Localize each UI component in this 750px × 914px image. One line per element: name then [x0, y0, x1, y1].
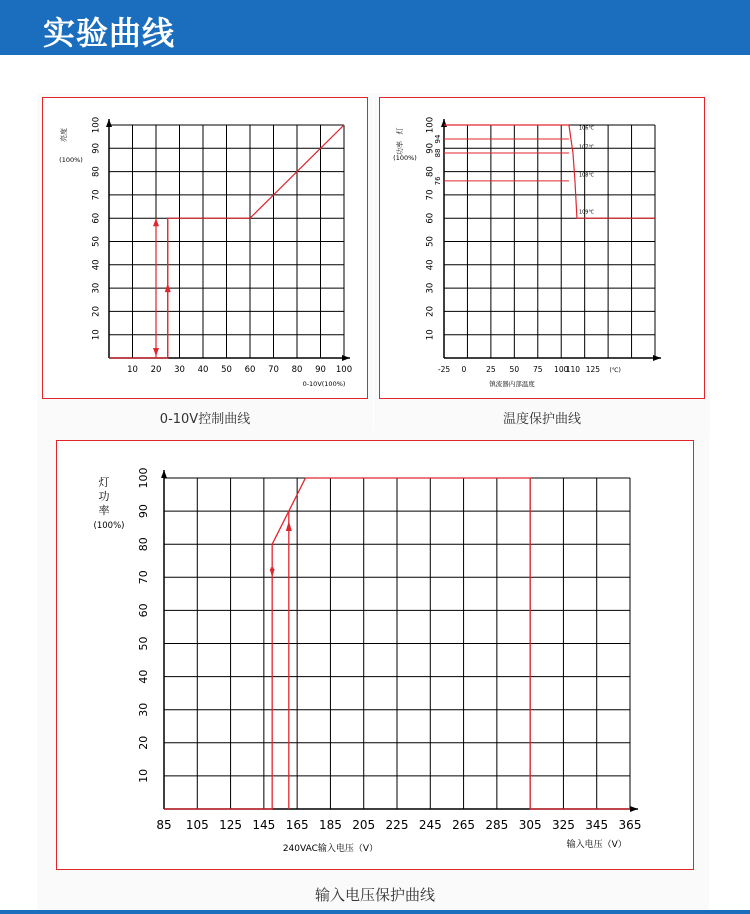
chart3-x-tick-label: 305 [518, 818, 542, 832]
chart1-y-tick-label: 30 [91, 282, 102, 294]
chart3-x-tick-label: 145 [252, 818, 276, 832]
chart2-x-unit: (℃) [609, 367, 621, 374]
chart1-y-tick-label: 60 [91, 212, 102, 224]
chart2-x-tick-label: -25 [437, 365, 451, 374]
chart3-x-tick-label: 345 [585, 818, 609, 832]
chart3-x-axis-arrow [630, 806, 638, 812]
chart2-temp-annotation: 109℃ [578, 209, 595, 216]
chart1-x-tick-label: 50 [221, 365, 232, 375]
chart1-x-tick-label: 100 [335, 365, 353, 375]
chart3-y-tick-label: 40 [137, 669, 150, 684]
chart3-y-axis-label: 率 [98, 504, 110, 517]
chart2-temp-annotation: 108℃ [578, 172, 595, 179]
chart3-x-tick-label: 325 [551, 818, 575, 832]
chart2-x-tick-label: 0 [461, 365, 467, 374]
chart3-y-axis-unit: (100%) [93, 521, 125, 531]
chart3-y-tick-label: 70 [137, 570, 150, 585]
chart1-x-tick-label: 80 [291, 365, 303, 375]
chart1-y-tick-label: 90 [91, 142, 102, 154]
chart3-x-tick-label: 85 [156, 818, 172, 832]
chart3-x-tick-label: 245 [418, 818, 442, 832]
chart1-x-tick-label: 60 [244, 365, 256, 375]
chart1-y-tick-label: 80 [91, 166, 102, 178]
chart1-y-axis-arrow [106, 119, 112, 127]
chart1-y-tick-label: 50 [91, 236, 102, 247]
chart3-y-tick-label: 100 [137, 467, 150, 489]
chart3-y-tick-label: 90 [137, 504, 150, 519]
chart2-y-tick-label: 50 [425, 236, 436, 247]
chart2-y-tick-label: 80 [425, 166, 436, 178]
chart3-y-axis-arrow [161, 470, 167, 478]
chart3-x-tick-label: 165 [285, 818, 309, 832]
chart3-y-axis-label: 功 [98, 490, 110, 503]
chart1-frame [42, 97, 368, 399]
dimming-curve-chart [43, 98, 369, 400]
chart2-x-tick-label: 100 [554, 365, 569, 374]
chart3-y-tick-label: 30 [137, 702, 150, 717]
chart2-frame [379, 97, 705, 399]
chart3-caption: 输入电压保护曲线 [314, 886, 435, 904]
chart2-x-tick-label: 110 [565, 365, 581, 374]
chart2-x-axis-label: 镇流器内部温度 [489, 380, 535, 388]
chart3-y-tick-label: 20 [137, 735, 150, 750]
chart1-x-axis-arrow [342, 355, 350, 361]
chart2-y-extra-tick-label: 76 [434, 176, 442, 186]
chart2-y-axis-label: 功率 [396, 141, 404, 155]
chart2-y-tick-label: 60 [425, 212, 436, 224]
chart3-x-tick-label: 285 [485, 818, 509, 832]
chart2-y-extra-tick-label: 88 [434, 148, 442, 158]
chart3-y-axis-label: 灯 [98, 476, 110, 489]
chart1-caption: 0-10V控制曲线 [159, 412, 251, 427]
chart1-y-tick-label: 70 [91, 189, 102, 201]
chart3-y-tick-label: 80 [137, 537, 150, 552]
chart2-x-tick-label: 75 [533, 365, 543, 374]
chart1-x-tick-label: 30 [174, 365, 185, 375]
chart3-frame [56, 440, 694, 870]
chart3-y-tick-label: 10 [137, 768, 150, 783]
chart2-y-tick-label: 70 [425, 189, 436, 201]
chart2-y-extra-tick-label: 94 [434, 134, 442, 144]
chart1-y-tick-label: 20 [91, 305, 102, 317]
chart1-x-axis-label: 0-10V(100%) [302, 380, 346, 388]
chart1-x-tick-label: 20 [150, 365, 162, 375]
chart1-y-axis-unit: (100%) [59, 156, 83, 164]
chart3-arrow-marker [271, 567, 274, 571]
chart2-y-tick-label: 30 [425, 282, 436, 294]
chart3-x-tick-label: 125 [219, 818, 243, 832]
chart1-y-tick-label: 100 [91, 116, 102, 134]
chart2-y-tick-label: 10 [425, 329, 436, 341]
chart3-arrow-head-up [286, 521, 292, 531]
chart3-y-tick-label: 60 [137, 603, 150, 618]
chart2-x-tick-label: 125 [585, 365, 601, 374]
chart1-x-tick-label: 70 [268, 365, 279, 375]
footer-line [0, 910, 750, 914]
chart2-y-tick-label: 100 [425, 116, 436, 134]
chart2-temp-annotation: 106℃ [578, 125, 595, 132]
chart2-caption: 温度保护曲线 [502, 412, 581, 427]
chart3-y-tick-label: 50 [137, 636, 150, 651]
chart3-x-tick-label: 265 [452, 818, 476, 832]
chart1-x-tick-label: 40 [197, 365, 209, 375]
chart1-x-tick-label: 90 [315, 365, 326, 375]
chart3-x-tick-label: 185 [318, 818, 342, 832]
chart1-arrow-head-down [153, 348, 159, 356]
chart3-x-axis-label: 240VAC输入电压（V） [282, 844, 379, 854]
chart2-y-tick-label: 40 [425, 259, 436, 271]
chart1-y-tick-label: 10 [91, 329, 102, 341]
chart1-y-tick-label: 40 [91, 259, 102, 271]
chart2-temp-annotation: 107℃ [578, 144, 595, 151]
chart2-y-axis-unit: (100%) [393, 154, 417, 162]
chart3-x-tick-label: 105 [185, 818, 209, 832]
chart2-y-axis-label: 灯 [396, 127, 404, 135]
chart1-arrow-head-up [153, 218, 159, 226]
input-voltage-protection-chart [57, 441, 695, 871]
page-title: 实验曲线 [43, 14, 176, 52]
chart2-y-axis-arrow [441, 119, 447, 127]
temperature-protection-chart [380, 98, 706, 400]
chart2-y-tick-label: 20 [425, 305, 436, 317]
header-bar [0, 0, 750, 55]
chart2-x-tick-label: 50 [509, 365, 520, 374]
chart2-x-axis-arrow [653, 355, 661, 361]
chart2-y-tick-label: 90 [425, 142, 436, 154]
chart3-x-tick-label: 205 [352, 818, 376, 832]
chart3-x-unit-label: 输入电压（V） [566, 840, 627, 850]
chart1-x-tick-label: 10 [127, 365, 138, 375]
chart1-y-axis-label: 亮度 [60, 128, 68, 142]
chart2-x-tick-label: 25 [486, 365, 496, 374]
chart3-x-tick-label: 225 [385, 818, 409, 832]
chart3-x-tick-label: 365 [618, 818, 642, 832]
